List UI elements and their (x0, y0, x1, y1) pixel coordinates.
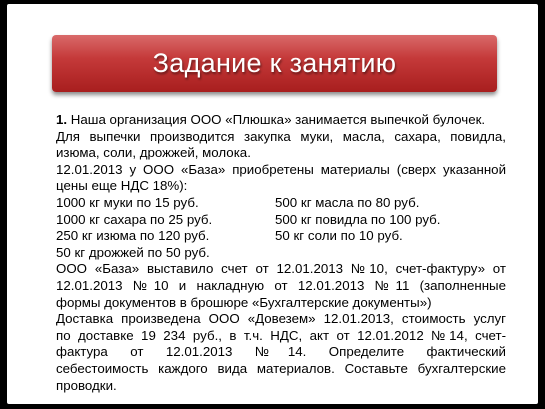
material-item: 1000 кг сахара по 25 руб. (56, 211, 213, 227)
task-line: Доставка произведена ООО «Довезем» 12.01.2013, стоимость услуг (56, 311, 506, 327)
task-line: 12.01.2013 №10 и накладную от 12.01.2013 №11 (заполненные (56, 277, 506, 293)
task-text (56, 112, 506, 394)
task-line: цены еще НДС 18%): (56, 178, 188, 194)
material-item: 500 кг масла по 80 руб. (275, 194, 420, 210)
task-number: 1. (56, 112, 68, 127)
materials-row (56, 245, 506, 262)
material-item: 50 кг соли по 10 руб. (275, 228, 403, 244)
task-line: 12.01.2013 у ООО «База» приобретены материалы (сверх указанной (56, 161, 506, 177)
materials-row (56, 228, 506, 245)
materials-row (56, 195, 506, 212)
material-item: 250 кг изюма по 120 руб. (56, 228, 210, 244)
task-line: изюма, соли, дрожжей, молока. (56, 145, 251, 161)
material-item: 50 кг дрожжей по 50 руб. (56, 244, 210, 260)
task-line: проводки. (56, 377, 117, 393)
task-line: Для выпечки производится закупка муки, масла, сахара, повидла, (56, 128, 506, 144)
task-line (56, 112, 506, 129)
slide (7, 4, 538, 404)
task-line: фактура от 12.01.2013 №14. Определите фактический (56, 344, 506, 360)
task-line: по доставке 19 234 руб., в т.ч. НДС, акт от 12.01.2012 №14, счет- (56, 327, 506, 343)
title-banner (52, 35, 497, 92)
material-item: 500 кг повидла по 100 руб. (275, 211, 441, 227)
task-line: себестоимость каждого вида материалов. Составьте бухгалтерские (56, 360, 506, 376)
task-line: формы документов в брошюре «Бухгалтерские документы») (56, 294, 432, 310)
materials-row (56, 212, 506, 229)
task-line-text: Наша организация ООО «Плюшка» занимается выпечкой булочек. (70, 112, 486, 127)
task-line: ООО «База» выставило счет от 12.01.2013 №10, счет-фактуру» от (56, 261, 506, 277)
material-item: 1000 кг муки по 15 руб. (56, 194, 199, 210)
slide-title: Задание к занятию (152, 48, 397, 78)
